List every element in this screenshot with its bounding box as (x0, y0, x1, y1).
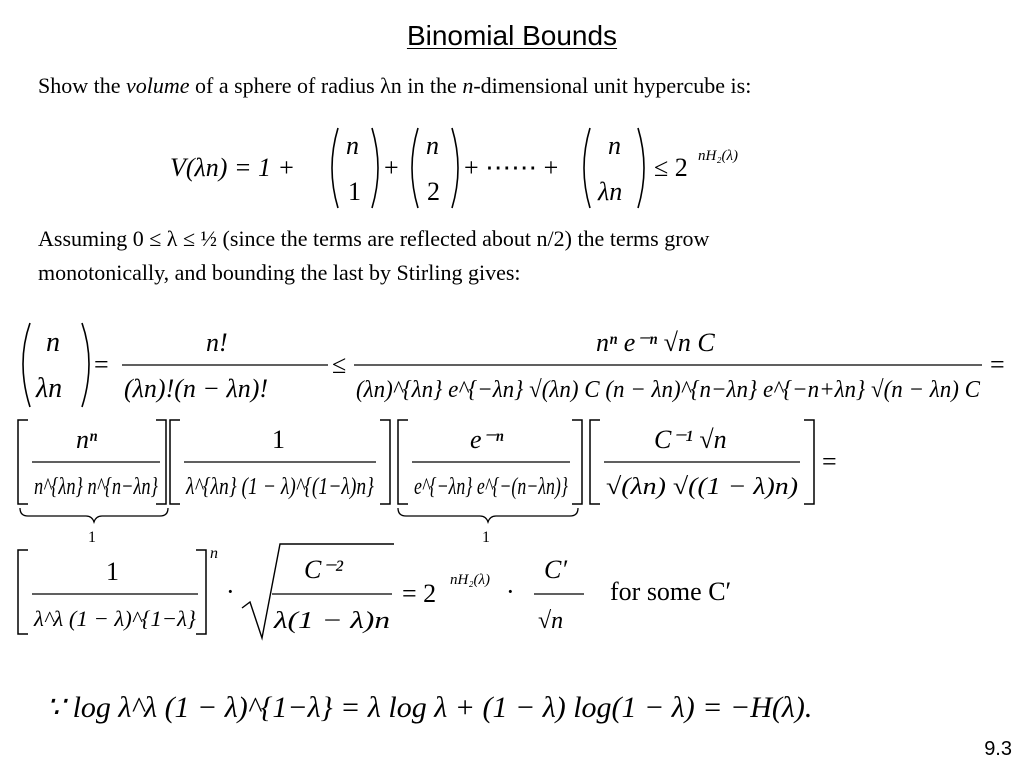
result-equation (10, 538, 1014, 648)
equals-end: = (990, 350, 1005, 379)
result-frac-denominator: λ^λ (1 − λ)^{1−λ} (32, 606, 197, 631)
underbrace (398, 508, 578, 522)
equals-end: = (822, 447, 837, 476)
brace2-label: 1 (482, 529, 490, 546)
frac1-numerator: n! (206, 328, 228, 357)
term1-bottom: 1 (348, 177, 361, 206)
term1-top: n (346, 131, 359, 160)
underbrace (20, 508, 168, 522)
paren-right (638, 128, 644, 208)
bracket-products (10, 412, 1014, 547)
b1-numerator: nⁿ (76, 425, 98, 454)
intro-text-1: Show the (38, 73, 126, 98)
dots: + ⋯⋯ + (464, 153, 559, 182)
intro-volume: volume (126, 73, 190, 98)
bracket-left (398, 420, 408, 504)
volume-equation (160, 118, 800, 218)
bracket-right (380, 420, 390, 504)
sqrt-numerator: C⁻² (304, 555, 343, 584)
bracket-right (572, 420, 582, 504)
plus-1: + (384, 153, 399, 182)
b4-denominator: √(λn) √((1 − λ)n) (606, 474, 799, 500)
term2-bottom: 2 (427, 177, 440, 206)
brace1-label: 1 (88, 529, 96, 546)
paren-left (23, 323, 30, 407)
result-exponent: nH₂(λ) (450, 572, 491, 588)
b3-numerator: e⁻ⁿ (470, 425, 504, 454)
dot: · (226, 577, 235, 606)
term2-top: n (426, 131, 439, 160)
binom-bottom: λn (36, 373, 63, 404)
frac2-denominator: (λn)^{λn} e^{−λn} √(λn) C (n − λn)^{n−λn} e^{−n+λn} √(n − λn) C (356, 377, 981, 403)
intro-lambda-n: λn (380, 73, 402, 98)
b2-numerator: 1 (272, 425, 285, 454)
bracket-left (170, 420, 180, 504)
for-some-text: for some C′ (610, 577, 732, 606)
frac2-numerator: nⁿ e⁻ⁿ √n C (596, 328, 715, 357)
b3-denominator: e^{−λn} e^{−(n−λn)} (414, 474, 569, 500)
less-equal: ≤ (332, 350, 347, 379)
intro-n: n (462, 73, 474, 98)
sqrt-denominator: λ(1 − λ)n (272, 608, 390, 634)
equals-two: = 2 (402, 579, 437, 608)
slide-number: 9.3 (984, 738, 1012, 760)
paren-right (452, 128, 458, 208)
dot-2: · (506, 577, 515, 606)
cprime-numerator: C′ (544, 555, 568, 584)
term3-bottom: λn (598, 177, 623, 206)
result-frac-numerator: 1 (106, 557, 119, 586)
frac1-denominator: (λn)!(n − λn)! (124, 374, 269, 403)
bracket-left (590, 420, 600, 504)
intro-text-2: of a sphere of radius (189, 73, 381, 98)
term3-top: n (608, 131, 621, 160)
b1-denominator: n^{λn} n^{n−λn} (34, 474, 159, 500)
paren-left (332, 128, 338, 208)
volume-rhs: ≤ 2 (654, 153, 688, 182)
volume-exponent: nH₂(λ) (698, 148, 739, 164)
paren-right (372, 128, 378, 208)
b4-numerator: C⁻¹ √n (654, 425, 727, 454)
because-equation: ∵ log λ^λ (1 − λ)^{1−λ} = λ log λ + (1 − λ) log(1 − λ) = −H(λ). (46, 691, 813, 724)
bracket-right (196, 550, 206, 634)
bracket-left (18, 550, 28, 634)
cprime-denominator: √n (538, 608, 564, 634)
bracket-left (18, 420, 28, 504)
paren-left (584, 128, 590, 208)
intro-text-4: -dimensional unit hypercube is: (473, 73, 752, 98)
paren-right (82, 323, 89, 407)
assumption-line-1: Assuming 0 ≤ λ ≤ ½ (since the terms are reflected about n/2) the terms grow (38, 226, 710, 251)
b2-denominator: λ^{λn} (1 − λ)^{(1−λ)n} (185, 474, 375, 500)
slide-title: Binomial Bounds (406, 20, 618, 51)
intro-sentence (38, 69, 751, 103)
assumption-line-2: monotonically, and bounding the last by Stirling gives: (38, 260, 521, 285)
volume-lhs: V(λn) = 1 + (170, 153, 296, 182)
equals: = (94, 350, 109, 379)
paren-left (412, 128, 418, 208)
result-power: n (210, 545, 218, 562)
binom-top: n (46, 327, 60, 358)
bracket-right (804, 420, 814, 504)
stirling-equation (10, 315, 1014, 415)
intro-text-3: in the (401, 73, 463, 98)
